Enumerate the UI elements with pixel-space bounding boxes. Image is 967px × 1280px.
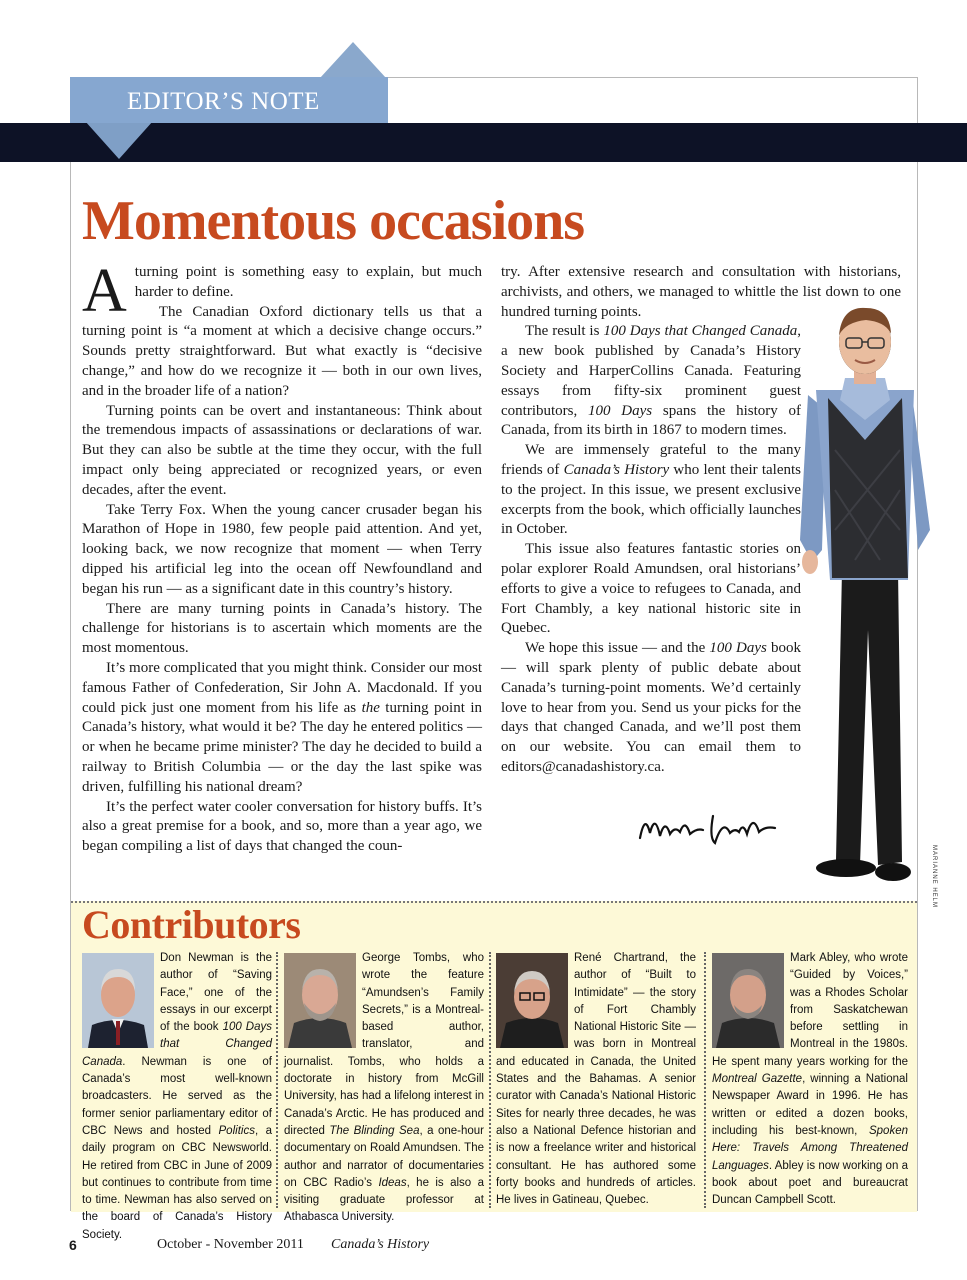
contributor-photo [496, 953, 568, 1048]
page-number: 6 [69, 1237, 77, 1253]
photo-credit: MARIANNE HELM [931, 845, 937, 909]
headline: Momentous occasions [82, 190, 585, 252]
article-paragraph: We hope this issue — and the 100 Days book — will spark plenty of public debate about Canada’s turning-point moments. We’d certainly love to hear from you. Send us your picks for the days that changed Canada, and we’ll post them on our website. You can email them to editors@canadashistory.ca. [501, 640, 801, 775]
article-column-left [82, 257, 482, 857]
issue-date: October - November 2011 [157, 1237, 304, 1252]
column-divider [489, 952, 491, 1208]
article-paragraph: It’s more complicated that you might think. Consider our most famous Father of Confederation, Sir John A. Macdonald. If you could pick just one moment from his life as the turning point in Canada’s history, what would it be? The day he entered politics — or when he became prime minister? The day he decided to build a railway to British Columbia — or the day the last spike was driven, fulfilling his national dream? [82, 659, 482, 795]
tab-triangle-top [320, 42, 386, 78]
contributors-title: Contributors [82, 902, 301, 947]
article-column-right [501, 263, 901, 778]
article-paragraph: There are many turning points in Canada’s history. The challenge for historians is to ascertain which moments are the most momentous. [82, 600, 482, 657]
drop-cap: A [82, 257, 127, 325]
contributor-mark-abley [712, 950, 908, 1208]
contributor-don-newman [82, 950, 272, 1241]
article-paragraph: The result is 100 Days that Changed Canada, a new book published by Canada’s History Society and HarperCollins Canada. Featuring essays from fifty-six prominent guest contributors, 100 Days spans the history of Canada, from its birth in 1867 to modern times. [501, 323, 801, 439]
editor-portrait [790, 300, 940, 900]
contributor-bio: René Chartrand, the author of “Built to Intimidate” — the story of Fort Chambly National Historic Site — was born in Montreal and educated in Canada, the United States and the Bahamas. A senior curator with Canada’s National Historic Sites for nearly three decades, he was also a National Defence historian and is now a freelance writer and historical consultant. He has authored some forty books and hundreds of articles. He lives in Gatineau, Quebec. [496, 952, 696, 1207]
column-divider [704, 952, 706, 1208]
article-paragraph: This issue also features fantastic stories on polar explorer Roald Amundsen, oral historians’ efforts to give a voice to refugees to Canada, and Fort Chambly, a key national historic site in Quebec. [501, 541, 801, 637]
article-paragraph: Aturning point is something easy to explain, but much harder to define. [82, 257, 482, 325]
article-paragraph: The Canadian Oxford dictionary tells us that a turning point is “a moment at which a decisive change occurs.” Sounds pretty straightforward. But what exactly is “decisive change,” and how do we recognize it — both in our own lives, and in the broader life of a nation? [82, 303, 482, 399]
column-divider [276, 952, 278, 1208]
article-paragraph: try. After extensive research and consultation with historians, archivists, and others, we managed to whittle the list down to one hundred turning points. [501, 264, 901, 320]
article-paragraph: It’s the perfect water cooler conversation for history buffs. It’s also a great premise for a book, and so, more than a year ago, we began compiling a list of days that changed the coun- [82, 798, 482, 855]
contributor-photo [82, 953, 154, 1048]
contributor-photo [284, 953, 356, 1048]
article-paragraph: We are immensely grateful to the many friends of Canada’s History who lent their talents to the project. In this issue, we present exclusive excerpts from the book, which officially launches in October. [501, 442, 802, 538]
contributor-bio: George Tombs, who wrote the feature “Amundsen’s Family Secrets,” is a Montreal-based author, translator, and journalist. Tombs, who holds a doctorate in history from McGill University, has had a lifelong interest in Canada’s Arctic. He has produced and directed The Blinding Sea, a one-hour documentary on Roald Amundsen. The author and narrator of documentaries on CBC Radio’s Ideas, he is also a visiting graduate professor at Athabasca University. [284, 952, 485, 1224]
contributor-rene-chartrand [496, 950, 696, 1208]
magazine-name: Canada’s History [331, 1237, 430, 1252]
article-paragraph: Take Terry Fox. When the young cancer crusader began his Marathon of Hope in 1980, few people paid attention. And yet, looking back, we now recognize that moment — when Terry dipped his artificial leg into the ocean off Newfoundland and began his run — as a significant date in this country’s history. [82, 501, 482, 597]
contributor-photo [712, 953, 784, 1048]
editor-signature [635, 808, 785, 853]
contributor-george-tombs [284, 950, 485, 1224]
section-tab: EDITOR’S NOTE [70, 77, 388, 123]
contributor-bio: Don Newman is the author of “Saving Face,” one of the essays in our excerpt of the book 100 Days that Changed Canada. Newman is one of Canada’s most well-known broadcasters. He served as the former senior parliamentary editor of CBC News and hosted Politics, a daily program on CBC Newsworld. He retired from CBC in June of 2009 but continues to contribute from time to time. Newman has also served on the board of Canada’s History Society. [82, 952, 272, 1241]
contributor-bio: Mark Abley, who wrote “Guided by Voices,” was a Rhodes Scholar from Saskatchewan before settling in Montreal in the 1980s. He spent many years working for the Montreal Gazette, winning a National Newspaper Award in 1996. He has written or edited a dozen books, including his best-known, Spoken Here: Travels Among Threatened Languages. Abley is now working on a book about poet and bureaucrat Duncan Campbell Scott. [712, 952, 908, 1207]
article-paragraph: Turning points can be overt and instantaneous: Think about the tremendous impacts of assassinations or declarations of war. But they can also be subtle at the time they occur, with the full impact only being appreciated or recognized years, or even decades, after the event. [82, 402, 482, 498]
